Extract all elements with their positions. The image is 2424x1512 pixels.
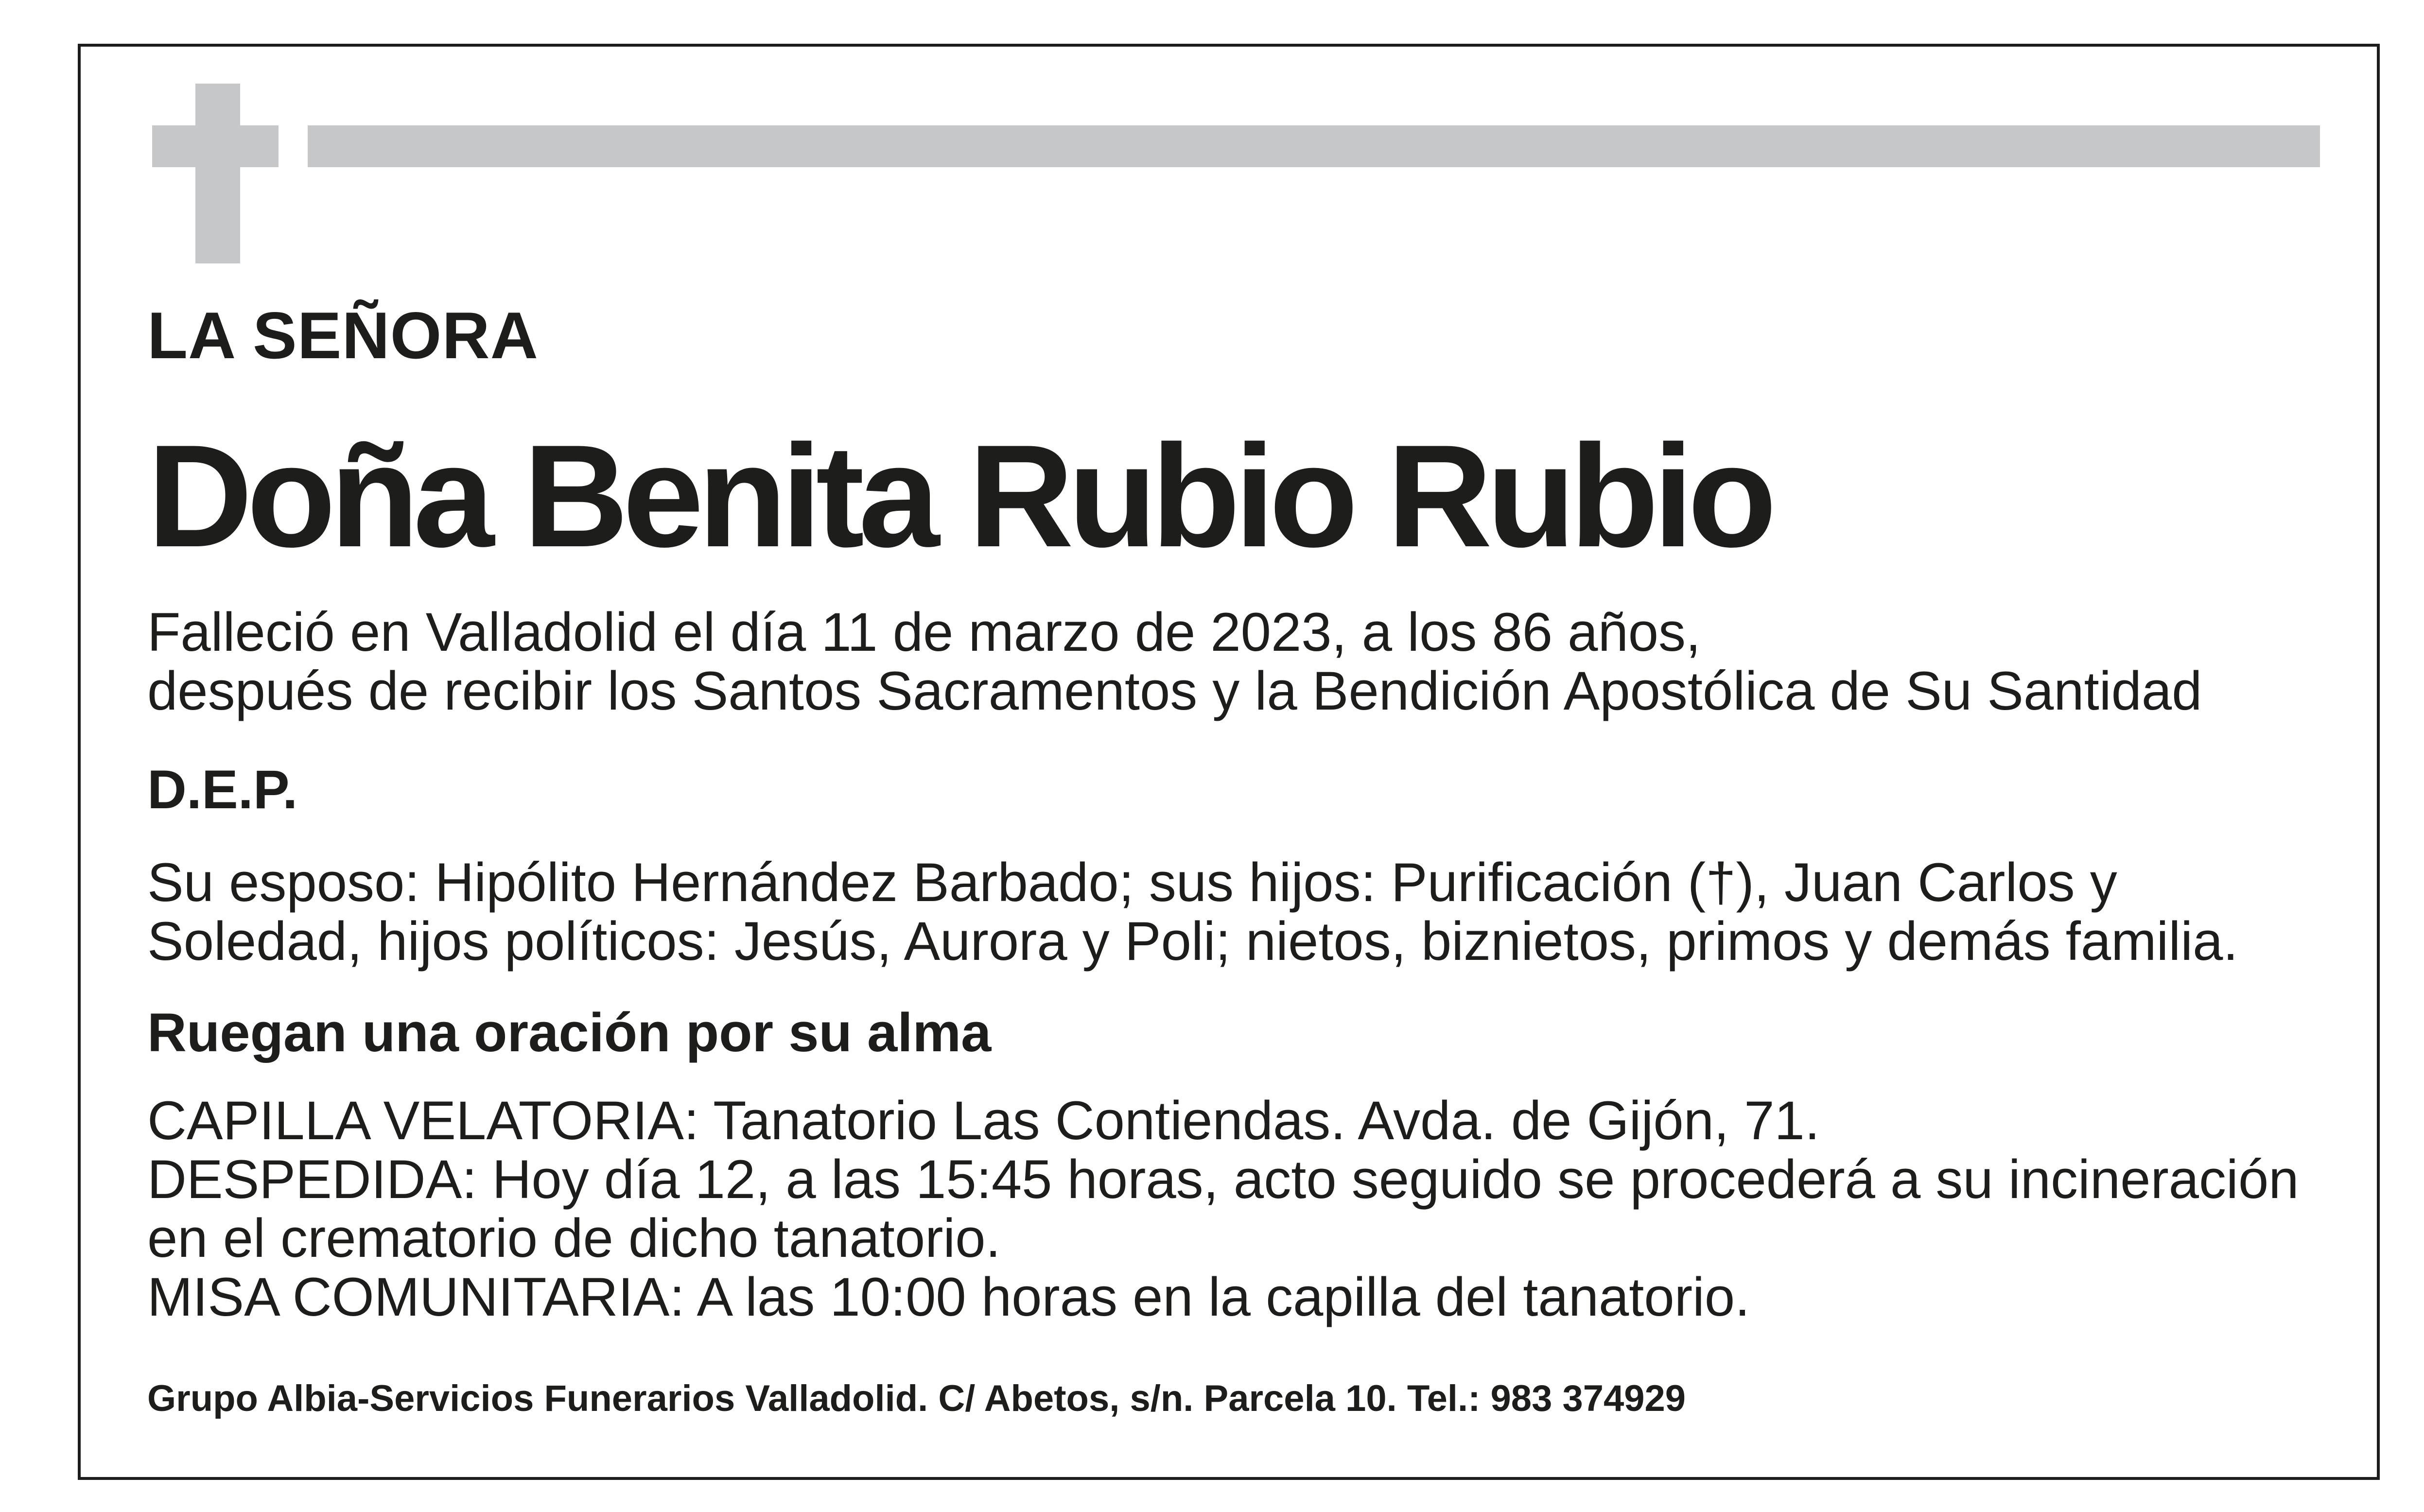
death-announcement [147, 603, 2202, 720]
family-list-line: Soledad, hijos políticos: Jesús, Aurora y Poli; nietos, biznietos, primos y demás familia. [147, 911, 2238, 972]
death-announcement-line: después de recibir los Santos Sacramentos y la Bendición Apostólica de Su Santidad [147, 660, 2202, 721]
deceased-name: Doña Benita Rubio Rubio [147, 414, 1771, 577]
service-details-line: CAPILLA VELATORIA: Tanatorio Las Contiendas. Avda. de Gijón, 71. [147, 1090, 1820, 1151]
cross-horizontal-beam [152, 125, 279, 167]
prayer-request: Ruegan una oración por su alma [147, 1002, 992, 1063]
funeral-home-footer: Grupo Albia-Servicios Funerarios Valladolid. C/ Abetos, s/n. Parcela 10. Tel.: 983 374929 [147, 1378, 1686, 1419]
death-announcement-line: Falleció en Valladolid el día 11 de marzo de 2023, a los 86 años, [147, 602, 1701, 662]
service-details-line: en el crematorio de dicho tanatorio. [147, 1208, 1001, 1269]
dep-label: D.E.P. [147, 759, 298, 820]
family-list [147, 853, 2238, 971]
cross-vertical-beam [195, 84, 240, 263]
service-details [147, 1091, 2299, 1326]
header-bar [308, 125, 2320, 167]
service-details-line: MISA COMUNITARIA: A las 10:00 horas en la capilla del tanatorio. [147, 1267, 1750, 1327]
service-details-line: DESPEDIDA: Hoy día 12, a las 15:45 horas, acto seguido se procederá a su incineración [147, 1149, 2299, 1210]
family-list-line: Su esposo: Hipólito Hernández Barbado; sus hijos: Purificación (†), Juan Carlos y [147, 852, 2117, 913]
honorific-title: LA SEÑORA [147, 298, 539, 372]
